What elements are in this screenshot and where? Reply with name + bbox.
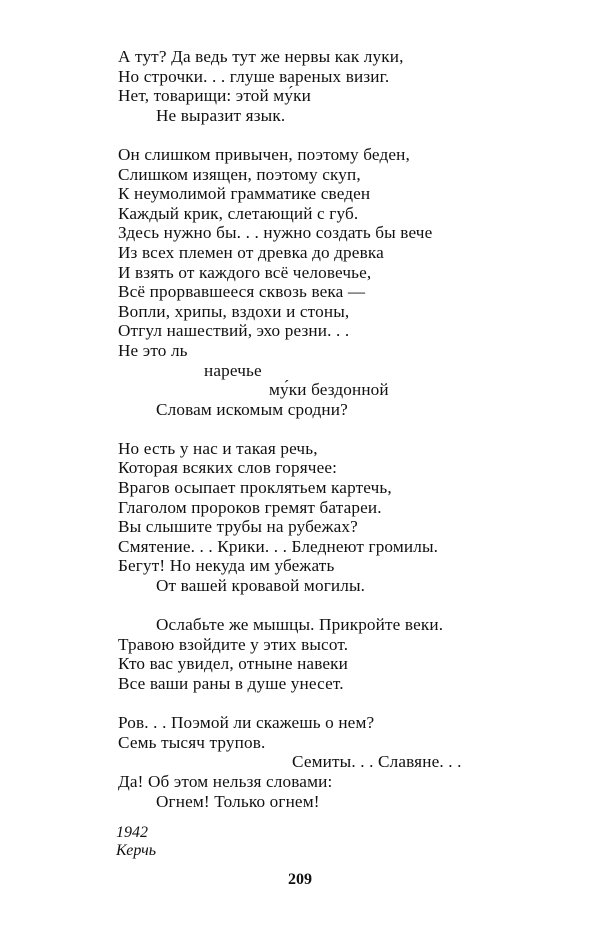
stanza-break	[118, 596, 588, 616]
poem-date: 1942	[116, 824, 148, 841]
poem-line: Бегут! Но некуда им убежать	[118, 556, 335, 576]
stanza	[118, 145, 588, 419]
poem-line: Семь тысяч трупов.	[118, 732, 266, 752]
stanza-break	[118, 694, 588, 714]
poem-line: Не выразит язык.	[156, 105, 286, 125]
poem-line: Но строчки. . . глуше вареных визиг.	[118, 66, 390, 86]
poem-line: Не это ль	[118, 340, 188, 360]
poem-line: Он слишком привычен, поэтому беден,	[118, 144, 410, 164]
poem-line: Отгул нашествий, эхо резни. . .	[118, 321, 350, 341]
poem-line: Нет, товарищи: этой му́ки	[118, 86, 311, 106]
poem-line: От вашей кровавой могилы.	[156, 576, 366, 596]
poem-place: Керчь	[116, 842, 157, 859]
poem-line: Слишком изящен, поэтому скуп,	[118, 164, 361, 184]
stanza	[118, 713, 588, 811]
page-number: 209	[288, 871, 312, 888]
poem-line: И взять от каждого всё человечье,	[118, 262, 372, 282]
poem-line: Огнем! Только огнем!	[156, 791, 320, 811]
poem-line: Каждый крик, слетающий с губ.	[118, 203, 359, 223]
poem-line: Словам искомым сродни?	[156, 399, 348, 419]
poem-line: Ров. . . Поэмой ли скажешь о нем?	[118, 713, 375, 733]
stanza	[118, 47, 588, 125]
poem-line: К неумолимой грамматике сведен	[118, 184, 371, 204]
poem-line: Все ваши раны в душе унесет.	[118, 674, 344, 693]
poem-line: Здесь нужно бы. . . нужно создать бы вече	[118, 223, 433, 243]
stanza	[118, 615, 588, 693]
poem-line: наречье	[204, 360, 262, 380]
poem-line: Глаголом пророков гремят батареи.	[118, 497, 382, 517]
poem-line: Вопли, хрипы, вздохи и стоны,	[118, 301, 350, 321]
poem-line: Которая всяких слов горячее:	[118, 458, 338, 478]
poem-line: А тут? Да ведь тут же нервы как луки,	[118, 47, 404, 66]
poem-line: Да! Об этом нельзя словами:	[118, 771, 333, 791]
poem-line: Врагов осыпает проклятьем картечь,	[118, 478, 392, 498]
poem-line: Ослабьте же мышцы. Прикройте веки.	[156, 615, 444, 635]
poem-line: му́ки бездонной	[269, 380, 389, 400]
poem-body	[118, 47, 588, 811]
poem-line: Травою взойдите у этих высот.	[118, 634, 349, 654]
poem-line: Семиты. . . Славяне. . .	[292, 752, 462, 772]
poem-line: Кто вас увидел, отныне навеки	[118, 654, 348, 674]
poem-line: Вы слышите трубы на рубежах?	[118, 517, 358, 537]
poem-line: Из всех племен от древка до древка	[118, 242, 384, 262]
poem-line: Смятение. . . Крики. . . Бледнеют громилы.	[118, 536, 439, 556]
poem-line: Но есть у нас и такая речь,	[118, 438, 318, 458]
stanza	[118, 439, 588, 596]
poem-line: Всё прорвавшееся сквозь века —	[118, 282, 366, 302]
stanza-break	[118, 125, 588, 145]
stanza-break	[118, 419, 588, 439]
